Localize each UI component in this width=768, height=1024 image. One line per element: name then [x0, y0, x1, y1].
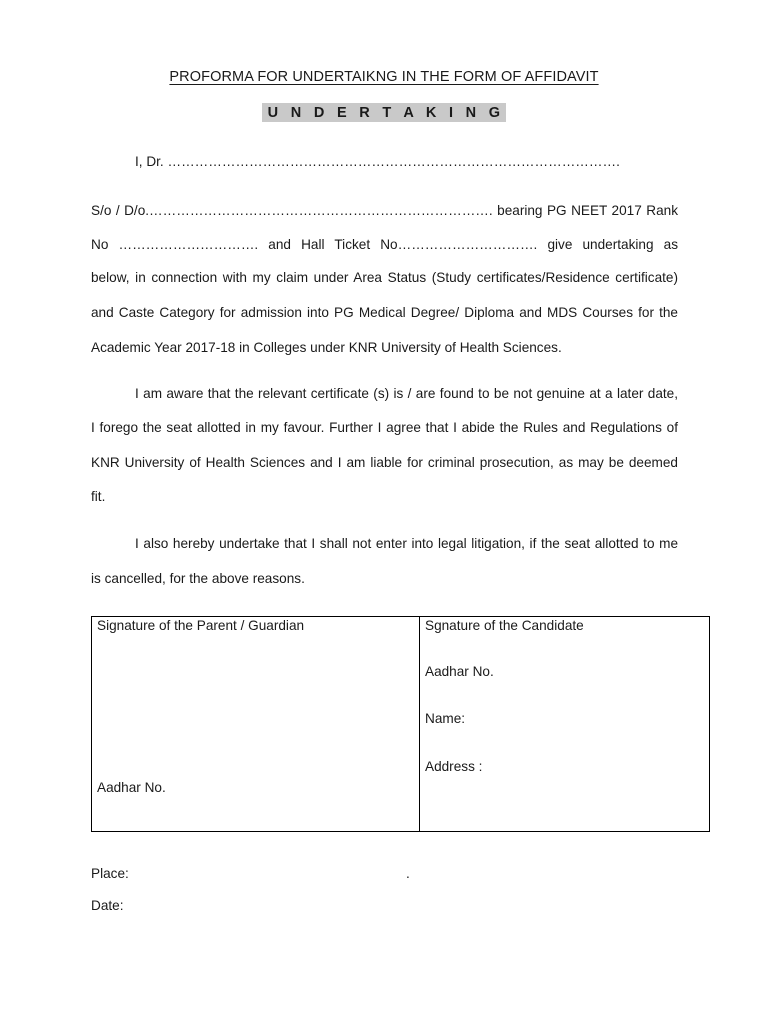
paragraph-1-line-4: and Caste Category for admission into PG Medical Degree/ Diploma and MDS Courses for the: [91, 305, 678, 320]
paragraph-2-line-2: I forego the seat allotted in my favour. Further I agree that I abide the Rules and Regulations of: [91, 420, 678, 435]
document-heading: [0, 69, 768, 85]
paragraph-2-line-4: fit.: [91, 489, 106, 504]
candidate-name-label: Name:: [425, 711, 466, 726]
place-dot: .: [406, 866, 410, 881]
paragraph-3-line-1: I also hereby undertake that I shall not enter into legal litigation, if the seat allotted to me: [135, 536, 678, 551]
candidate-address-label: Address :: [425, 759, 483, 774]
signature-table: [91, 616, 710, 832]
parent-signature-label: Signature of the Parent / Guardian: [97, 618, 305, 633]
place-label: Place:: [91, 866, 129, 881]
document-title: PROFORMA FOR UNDERTAIKNG IN THE FORM OF AFFIDAVIT: [169, 69, 599, 85]
candidate-signature-label: Sgnature of the Candidate: [425, 618, 584, 633]
paragraph-1-line-3: below, in connection with my claim under Area Status (Study certificates/Residence certificate): [91, 270, 678, 285]
parent-aadhar-label: Aadhar No.: [97, 780, 166, 795]
date-label: Date:: [91, 898, 124, 913]
paragraph-2-line-1: I am aware that the relevant certificate (s) is / are found to be not genuine at a later date,: [135, 386, 678, 401]
paragraph-1-line-5: Academic Year 2017-18 in Colleges under KNR University of Health Sciences.: [91, 340, 562, 355]
table-divider: [419, 617, 420, 831]
undertaking-heading-wrap: [0, 103, 768, 122]
paragraph-3-line-2: is cancelled, for the above reasons.: [91, 571, 305, 586]
candidate-aadhar-label: Aadhar No.: [425, 664, 494, 679]
so-do-line: S/o / D/o.…………………………………………………………………. bearing PG NEET 2017 Rank: [91, 203, 678, 218]
undertaking-heading: U N D E R T A K I N G: [262, 103, 507, 122]
paragraph-2-line-3: KNR University of Health Sciences and I am liable for criminal prosecution, as may be deemed: [91, 455, 678, 470]
name-line: I, Dr. ……………………………………………………………………………………….: [135, 154, 620, 169]
rank-ticket-line: No …………………………. and Hall Ticket No…………………………. give undertaking as: [91, 237, 678, 252]
